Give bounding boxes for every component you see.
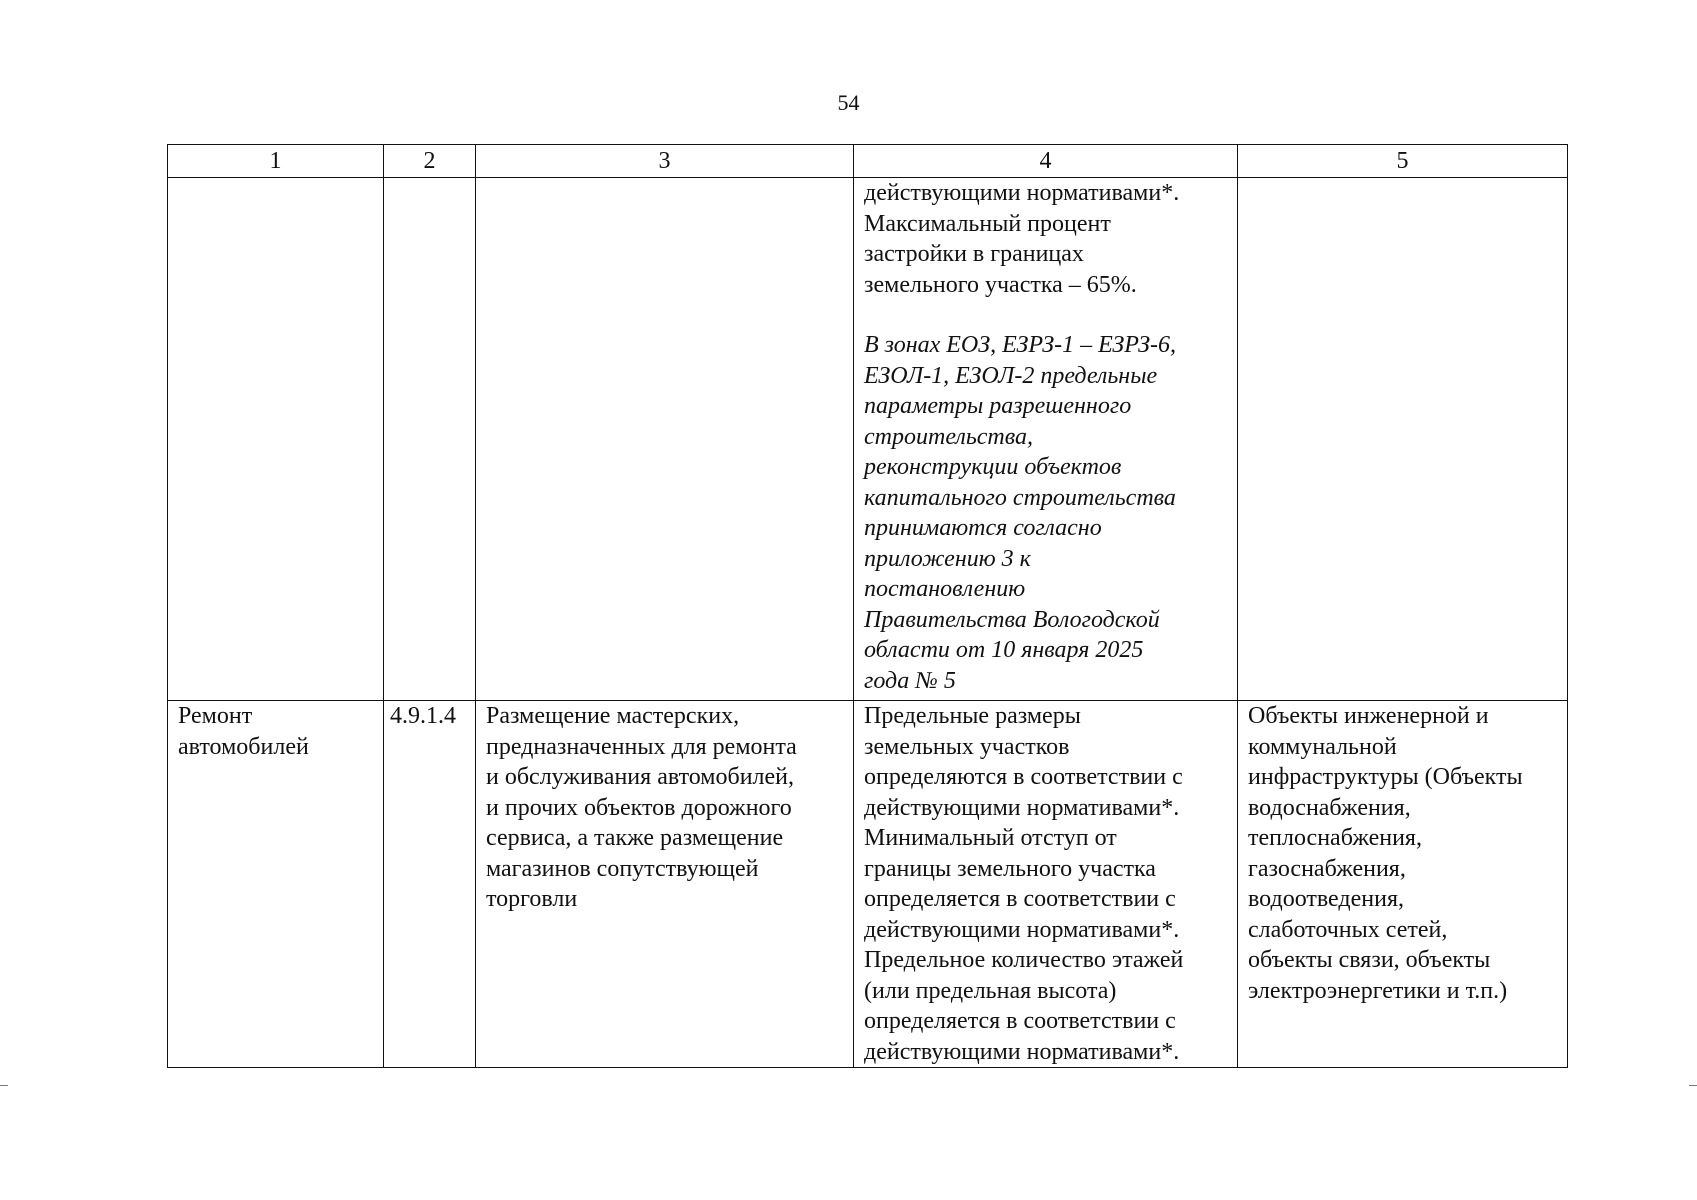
text-line: Минимальный отступ от: [864, 825, 1117, 851]
row1-cell-parameters: [854, 178, 1238, 701]
text-line: действующими нормативами*.: [864, 1038, 1180, 1065]
italic-text-line: области от 10 января 2025: [864, 637, 1144, 663]
text-line: действующими нормативами*.: [864, 916, 1180, 943]
table-row: [168, 178, 1568, 701]
italic-text-line: года № 5: [864, 667, 956, 694]
text-line: действующими нормативами*.: [864, 180, 1180, 206]
text-line: и прочих объектов дорожного: [486, 794, 792, 821]
italic-text-line: Правительства Вологодской: [864, 606, 1160, 633]
text-line: действующими нормативами*.: [864, 794, 1180, 821]
text-line: сервиса, а также размещение: [486, 825, 784, 851]
italic-text-line: параметры разрешенного: [864, 393, 1132, 419]
text-line: водоотведения,: [1248, 886, 1404, 912]
scan-mark-left: [0, 1085, 8, 1086]
text-line: Размещение мастерских,: [486, 703, 740, 729]
text-line: слаботочных сетей,: [1248, 916, 1448, 943]
text-line: застройки в границах: [864, 241, 1084, 267]
scan-mark-right: [1689, 1085, 1697, 1086]
italic-text-line: ЕЗОЛ-1, ЕЗОЛ-2 предельные: [864, 362, 1158, 389]
text-line: границы земельного участка: [864, 855, 1156, 882]
text-line: определяется в соответствии с: [864, 886, 1176, 912]
row2-cell-use-name: [168, 701, 384, 1068]
paragraph-gap: [864, 300, 1227, 330]
text-line: земельных участков: [864, 733, 1070, 760]
column-header-2: 2: [384, 145, 476, 178]
italic-text-line: реконструкции объектов: [864, 454, 1122, 480]
text-line: Предельное количество этажей: [864, 947, 1184, 973]
text-line: Предельные размеры: [864, 703, 1081, 729]
italic-text-line: строительства,: [864, 423, 1033, 450]
row1-cell-auxiliary: [1238, 178, 1568, 701]
text-line: газоснабжения,: [1248, 855, 1406, 882]
page-number: 54: [837, 90, 860, 115]
text-line: определяются в соответствии с: [864, 764, 1183, 790]
row2-cell-auxiliary: [1238, 701, 1568, 1068]
italic-text-line: постановлению: [864, 576, 1026, 602]
row2-cell-code: 4.9.1.4: [384, 701, 476, 1068]
italic-text-line: принимаются согласно: [864, 515, 1102, 541]
text-line: водоснабжения,: [1248, 794, 1411, 821]
italic-text-line: капитального строительства: [864, 484, 1176, 511]
row2-cell-parameters: [854, 701, 1238, 1068]
italic-text-line: В зонах ЕОЗ, ЕЗРЗ-1 – ЕЗРЗ-6,: [864, 332, 1177, 358]
text-line: предназначенных для ремонта: [486, 733, 797, 760]
row2-cell-description: [476, 701, 854, 1068]
text-line: земельного участка – 65%.: [864, 271, 1137, 298]
text-line: магазинов сопутствующей: [486, 855, 759, 882]
text-line: электроэнергетики и т.п.): [1248, 977, 1508, 1004]
zoning-table: [167, 144, 1568, 1068]
text-line: Ремонт: [178, 703, 253, 729]
row1-cell-use-name: [168, 178, 384, 701]
text-line: коммунальной: [1248, 733, 1397, 760]
text-line: и обслуживания автомобилей,: [486, 764, 795, 790]
row1-cell-description: [476, 178, 854, 701]
text-line: Объекты инженерной и: [1248, 703, 1489, 729]
text-line: Максимальный процент: [864, 210, 1111, 237]
text-line: объекты связи, объекты: [1248, 947, 1491, 973]
text-line: инфраструктуры (Объекты: [1248, 764, 1523, 790]
text-line: теплоснабжения,: [1248, 825, 1422, 851]
text-line: автомобилей: [178, 733, 309, 760]
column-header-4: 4: [854, 145, 1238, 178]
table-row: [168, 701, 1568, 1068]
column-header-3: 3: [476, 145, 854, 178]
row1-cell-code: [384, 178, 476, 701]
italic-text-line: приложению 3 к: [864, 545, 1031, 572]
text-line: определяется в соответствии с: [864, 1008, 1176, 1034]
text-line: торговли: [486, 886, 578, 912]
column-header-5: 5: [1238, 145, 1568, 178]
table-header-row: [168, 145, 1568, 178]
text-line: (или предельная высота): [864, 977, 1117, 1004]
column-header-1: 1: [168, 145, 384, 178]
